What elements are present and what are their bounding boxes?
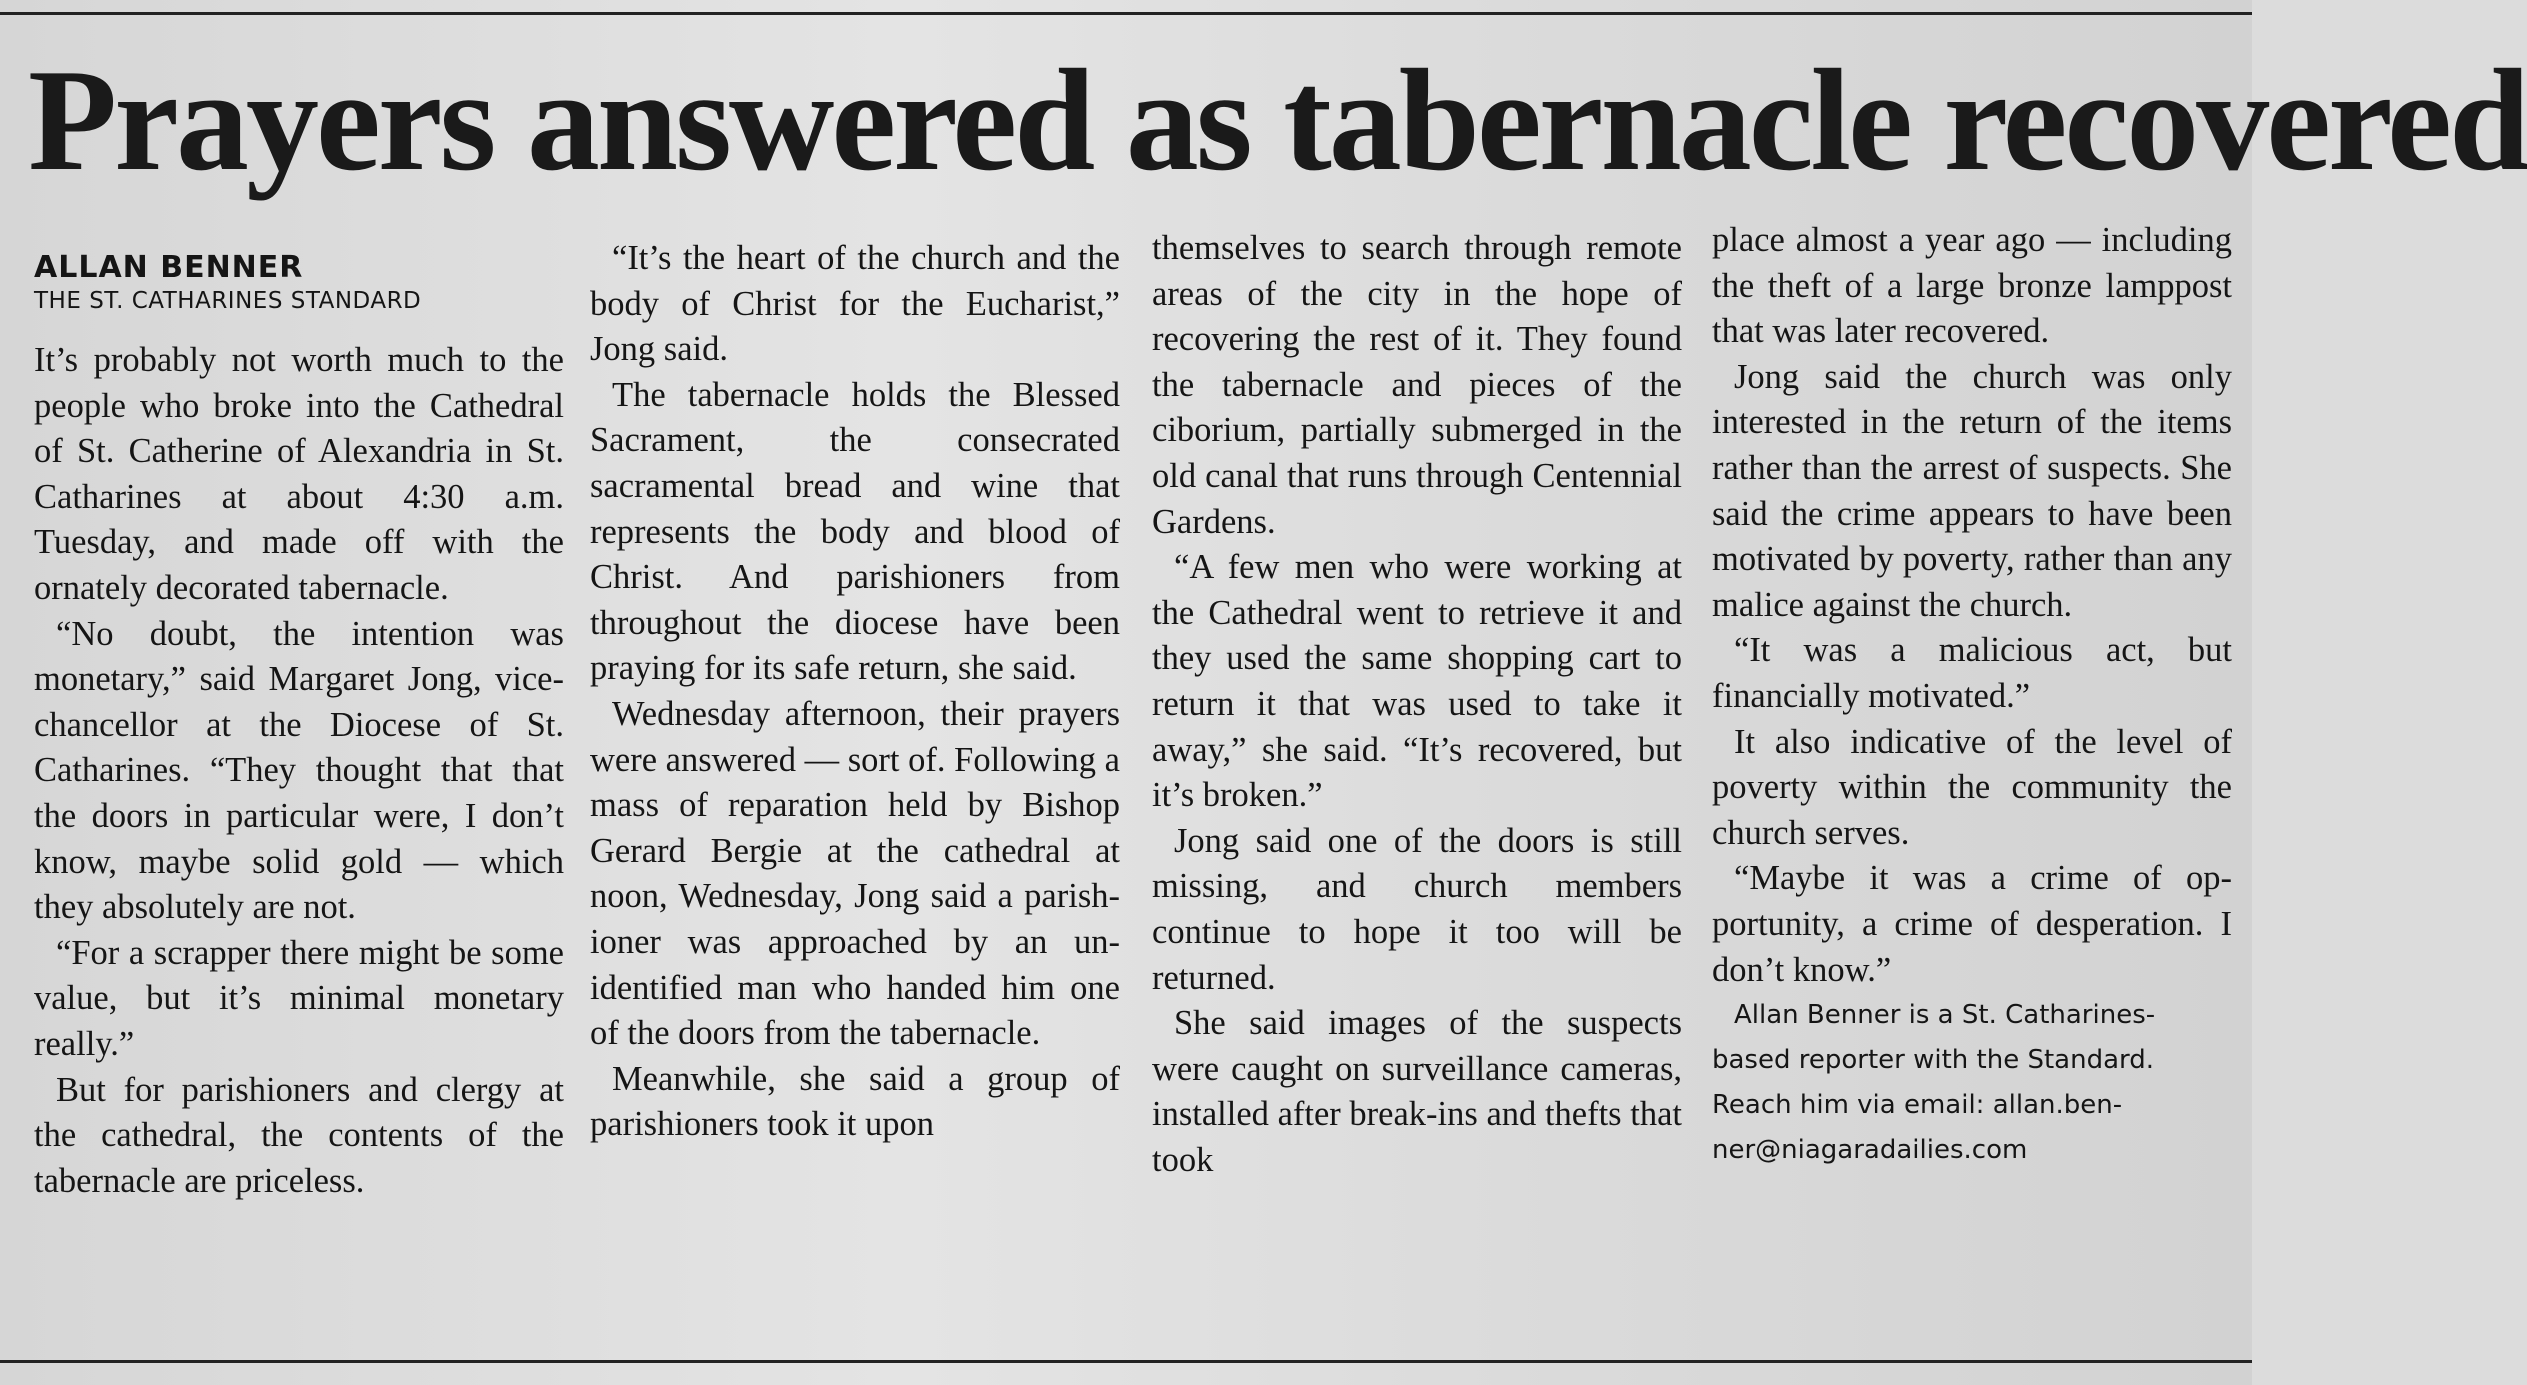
paragraph: The tabernacle holds the Blessed Sacrament, the consecrated sacramental bread and wine that represents the body and blood of Christ. And parishioners from throughout the diocese have been praying for its safe return, she said. [590,375,1120,688]
paragraph: themselves to search through remote areas of the city in the hope of recovering the rest of it. They found the tabernacle and pieces of the ciborium, partially submerged in the old canal that runs through Centennial Gardens. [1152,229,1682,541]
paragraph: She said images of the suspects were caught on surveillance cameras, installed after break-ins and thefts that took [1152,1004,1682,1179]
byline-author: ALLAN BENNER [34,250,304,285]
byline [34,250,574,316]
paragraph: place almost a year ago — including the theft of a large bronze lamppost that was later recovered. [1712,221,2232,351]
article-column-2 [590,236,1120,1326]
paragraph: Jong said the church was only interested in the return of the items rather than the arrest of suspects. She said the crime appears to have been motivated by poverty, rather than any malice against the church. [1712,357,2232,624]
article-column-4 [1712,218,2232,1328]
paragraph: Wednesday afternoon, their prayers were answered — sort of. Following a mass of reparation held by Bishop Gerard Bergie at the cathedral at noon, Wednesday, Jong said a parishioner was approached by an unidentified man who handed him one of the doors from the tabernacle. [590,694,1120,1053]
paragraph: “Maybe it was a crime of opportunity, a crime of desperation. I don’t know.” [1712,859,2232,989]
headline: Prayers answered as tabernacle recovered [28,39,2527,201]
author-tagline: Allan Benner is a St. Catharines-based reporter with the Standard. Reach him via email: allan.benner@niagaradailies.com [1712,1000,2156,1166]
top-rule [0,12,2252,15]
article-column-3 [1152,226,1682,1326]
paragraph: “A few men who were working at the Cathedral went to retrieve it and they used the same shopping cart to return it that was used to take it away,” she said. “It’s recovered, but it’s broken.” [1152,548,1682,815]
paragraph: But for parishioners and clergy at the cathedral, the contents of the tabernacle are priceless. [34,1070,564,1200]
paragraph: “It’s the heart of the church and the body of Christ for the Eucharist,” Jong said. [590,239,1120,369]
paragraph: “No doubt, the intention was monetary,” said Margaret Jong, vice-chancellor at the Diocese of St. Catharines. “They thought that that the doors in particular were, I don’t know, maybe solid gold — which they absolutely are not. [34,614,564,927]
paragraph: It’s probably not worth much to the people who broke into the Cathedral of St. Catherine of Alexandria in St. Catharines at about 4:30 a.m. Tuesday, and made off with the ornately decorated tabernacle. [34,341,564,607]
paragraph: It also indicative of the level of poverty within the community the church serves. [1712,722,2232,852]
article-column-1 [34,338,564,1318]
byline-outlet: THE ST. CATHARINES STANDARD [34,288,422,314]
paragraph: Jong said one of the doors is still missing, and church members continue to hope it too will be returned. [1152,821,1682,997]
paragraph: “It was a malicious act, but financially motivated.” [1712,631,2232,715]
paragraph: Meanwhile, she said a group of parishioners took it upon [590,1059,1120,1144]
bottom-rule [0,1360,2252,1363]
paragraph: “For a scrapper there might be some value, but it’s minimal monetary really.” [34,933,564,1063]
